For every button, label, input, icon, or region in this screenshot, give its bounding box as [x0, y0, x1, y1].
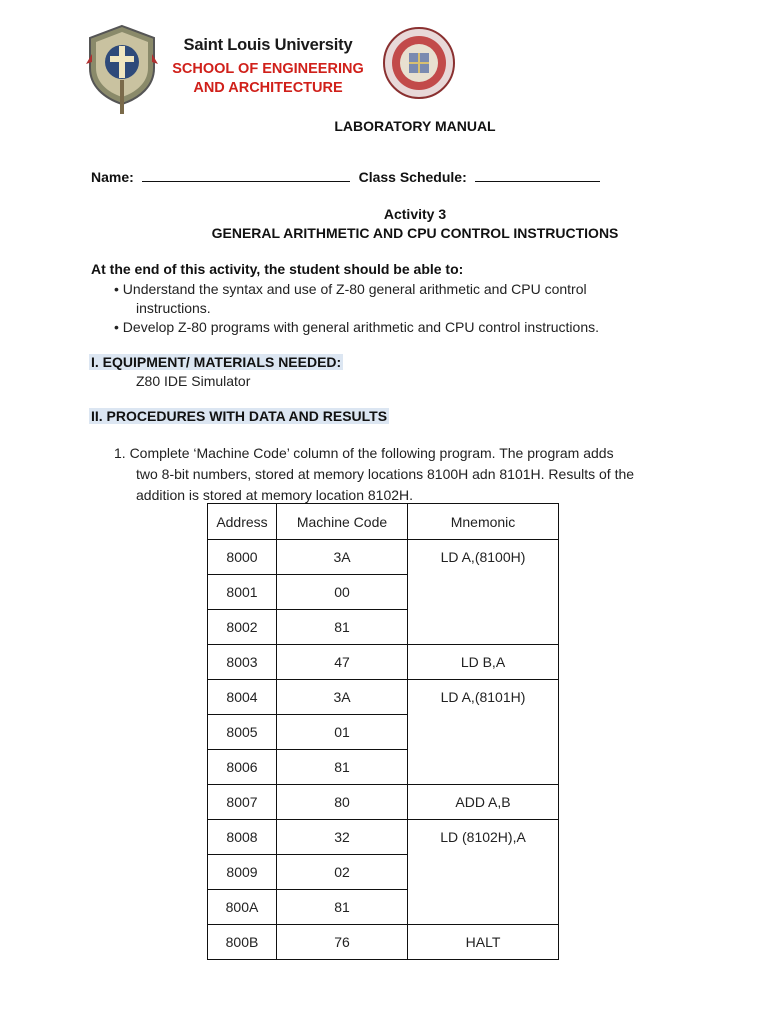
mnemonic-cell [408, 540, 559, 645]
manual-title: LABORATORY MANUAL [334, 118, 496, 134]
table-row [208, 540, 559, 575]
address-cell: 8001 [208, 575, 277, 610]
address-cell: 8003 [208, 645, 277, 680]
address-cell: 8005 [208, 715, 277, 750]
header-mnemonic: Mnemonic [408, 504, 559, 540]
address-cell: 800B [208, 925, 277, 960]
mnemonic-text: LD B,A [460, 654, 506, 670]
table-row [208, 820, 559, 855]
header-title-block [160, 36, 376, 98]
machine-code-cell[interactable]: 01 [277, 715, 408, 750]
university-seal-logo [84, 24, 160, 116]
machine-code-cell[interactable]: 3A [277, 540, 408, 575]
procedure-line: 1. Complete ‘Machine Code’ column of the following program. The program adds [114, 445, 614, 461]
procedure-line: two 8-bit numbers, stored at memory locations 8100H adn 8101H. Results of the [136, 466, 635, 482]
machine-code-cell[interactable]: 32 [277, 820, 408, 855]
address-cell: 8004 [208, 680, 277, 715]
activity-title: GENERAL ARITHMETIC AND CPU CONTROL INSTRUCTIONS [211, 225, 619, 241]
objective-item [114, 280, 654, 318]
procedure-text [114, 443, 694, 506]
schedule-blank[interactable] [475, 169, 600, 182]
machine-code-cell[interactable]: 02 [277, 855, 408, 890]
student-info-line [91, 169, 600, 185]
mnemonic-cell [408, 925, 559, 960]
section-equipment [89, 354, 343, 372]
name-blank[interactable] [142, 169, 350, 182]
address-cell: 8006 [208, 750, 277, 785]
objective-line: • Develop Z-80 programs with general arithmetic and CPU control instructions. [114, 319, 599, 335]
machine-code-cell[interactable]: 3A [277, 680, 408, 715]
address-cell: 800A [208, 890, 277, 925]
mnemonic-cell [408, 680, 559, 785]
mnemonic-text: LD A,(8101H) [440, 689, 526, 705]
address-cell: 8008 [208, 820, 277, 855]
program-table [207, 503, 559, 960]
table-row [208, 785, 559, 820]
address-cell: 8007 [208, 785, 277, 820]
table-row [208, 680, 559, 715]
university-name: Saint Louis University [183, 36, 353, 54]
mnemonic-cell [408, 820, 559, 925]
table-row [208, 925, 559, 960]
objectives-heading: At the end of this activity, the student should be able to: [91, 261, 464, 277]
table-header-row [208, 504, 559, 540]
equipment-item: Z80 IDE Simulator [136, 373, 251, 389]
section-heading: I. EQUIPMENT/ MATERIALS NEEDED: [91, 354, 342, 370]
address-cell: 8000 [208, 540, 277, 575]
objective-line: instructions. [136, 300, 211, 316]
mnemonic-text: ADD A,B [455, 794, 511, 810]
mnemonic-cell [408, 645, 559, 680]
activity-number: Activity 3 [383, 206, 447, 222]
section-heading: II. PROCEDURES WITH DATA AND RESULTS [91, 408, 388, 424]
schedule-label: Class Schedule: [358, 169, 467, 185]
machine-code-cell[interactable]: 81 [277, 750, 408, 785]
school-name-line2: AND ARCHITECTURE [193, 80, 343, 96]
machine-code-cell[interactable]: 47 [277, 645, 408, 680]
section-procedures [89, 408, 389, 426]
machine-code-cell[interactable]: 81 [277, 890, 408, 925]
address-cell: 8002 [208, 610, 277, 645]
school-name-line1: SCHOOL OF ENGINEERING [172, 61, 364, 77]
school-seal-logo [382, 26, 456, 100]
objective-line: • Understand the syntax and use of Z-80 general arithmetic and CPU control [114, 281, 587, 297]
mnemonic-text: HALT [465, 934, 501, 950]
machine-code-cell[interactable]: 76 [277, 925, 408, 960]
objective-item [114, 318, 674, 337]
mnemonic-cell [408, 785, 559, 820]
procedure-line: addition is stored at memory location 8102H. [136, 487, 414, 503]
name-label: Name: [91, 169, 134, 185]
header-machine-code: Machine Code [277, 504, 408, 540]
machine-code-cell[interactable]: 81 [277, 610, 408, 645]
mnemonic-text: LD (8102H),A [440, 829, 526, 845]
activity-heading [0, 205, 768, 243]
machine-code-cell[interactable]: 00 [277, 575, 408, 610]
address-cell: 8009 [208, 855, 277, 890]
mnemonic-text: LD A,(8100H) [440, 549, 526, 565]
table-row [208, 645, 559, 680]
machine-code-cell[interactable]: 80 [277, 785, 408, 820]
header-address: Address [208, 504, 277, 540]
